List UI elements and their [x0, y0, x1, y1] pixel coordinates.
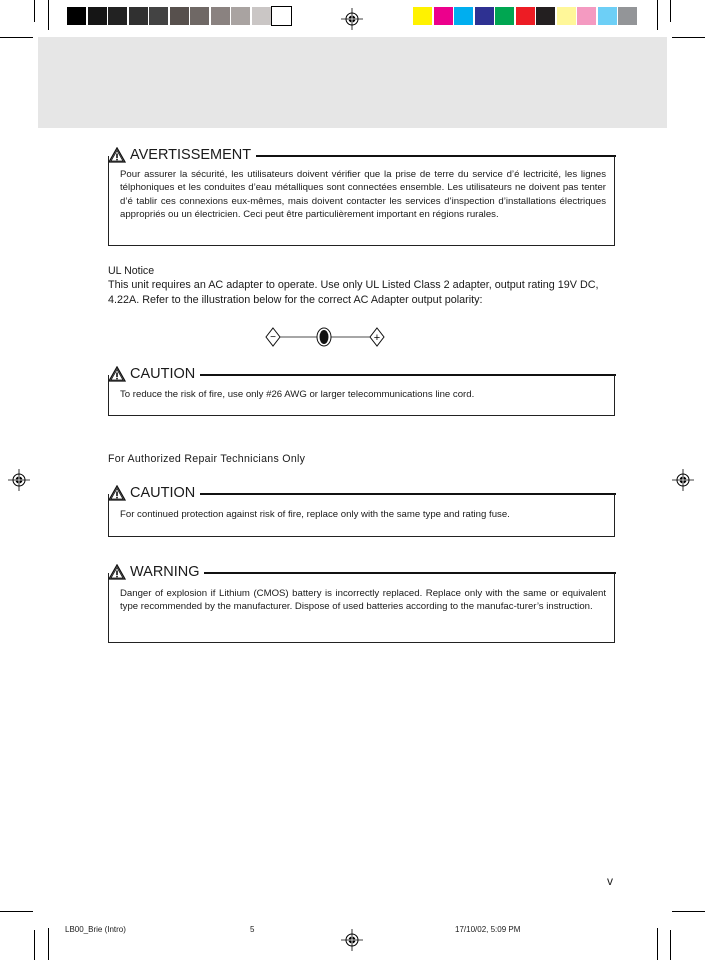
gray-swatch: [129, 7, 148, 25]
color-swatch: [475, 7, 494, 25]
technicians-heading: For Authorized Repair Technicians Only: [108, 453, 306, 465]
caution2-title-text: CAUTION: [130, 485, 196, 501]
color-swatch: [495, 7, 514, 25]
footer-date: 17/10/02, 5:09 PM: [455, 925, 521, 934]
caution1-text: To reduce the risk of fire, use only #26 AWG or larger telecommunications line cord.: [120, 389, 475, 400]
registration-mark-left: [8, 469, 30, 491]
registration-mark-bottom: [341, 929, 363, 951]
gray-swatch: [170, 7, 189, 25]
footer-page: 5: [250, 925, 255, 934]
gray-swatch: [108, 7, 127, 25]
gray-swatch: [67, 7, 86, 25]
caution2-text: For continued protection against risk of fire, replace only with the same type and rating fuse.: [120, 509, 510, 520]
color-swatch: [598, 7, 617, 25]
caution1-title-text: CAUTION: [130, 366, 196, 382]
ul-notice-text: This unit requires an AC adapter to operate. Use only UL Listed Class 2 adapter, output rating 19V DC, 4.22A. Refer to the illustration below for the correct AC Adapter output polarity:: [108, 279, 599, 306]
color-swatch: [413, 7, 432, 25]
color-swatch: [536, 7, 555, 25]
gray-swatch: [252, 7, 271, 25]
color-swatch: [454, 7, 473, 25]
center-pin-icon: [317, 328, 331, 346]
registration-mark-right: [672, 469, 694, 491]
color-swatch: [516, 7, 535, 25]
color-swatch: [557, 7, 576, 25]
color-swatch: [577, 7, 596, 25]
color-swatch: [618, 7, 637, 25]
warning-title-text: WARNING: [130, 564, 200, 580]
footer-file: LB00_Brie (Intro): [65, 925, 126, 934]
gray-swatch: [231, 7, 250, 25]
warning-text: Danger of explosion if Lithium (CMOS) battery is incorrectly replaced. Replace only with the same or equivalent type recommended by the manufacturer. Dispose of used batteries according to the manufac-turer’s instruction.: [120, 588, 606, 613]
plus-sign: +: [373, 332, 381, 344]
gray-swatch: [272, 7, 291, 25]
gray-swatch: [211, 7, 230, 25]
header-band: [38, 37, 667, 128]
gray-swatch: [149, 7, 168, 25]
avertissement-title-text: AVERTISSEMENT: [130, 147, 252, 163]
color-swatch: [434, 7, 453, 25]
avertissement-text: Pour assurer la sécurité, les utilisateurs doivent vérifier que la prise de terre du service d’é lectricité, les lignes télphoniques et les conduites d’eau métalliques sont connectées ensemble. Les utilisateurs ne doivent pas tenter d’é tablir ces connexions eux-mêmes, mais doivent contacter les services d’inspection d’installations électriques appropriés ou un électricien. Ceci peut être particulièrement important en régions rurales.: [120, 169, 606, 221]
gray-swatch: [88, 7, 107, 25]
polarity-diagram: [264, 326, 388, 348]
gray-swatch: [190, 7, 209, 25]
ul-notice-heading: UL Notice: [108, 265, 155, 277]
registration-mark-top: [341, 8, 363, 30]
minus-sign: −: [270, 332, 276, 343]
page-number: v: [607, 874, 613, 888]
